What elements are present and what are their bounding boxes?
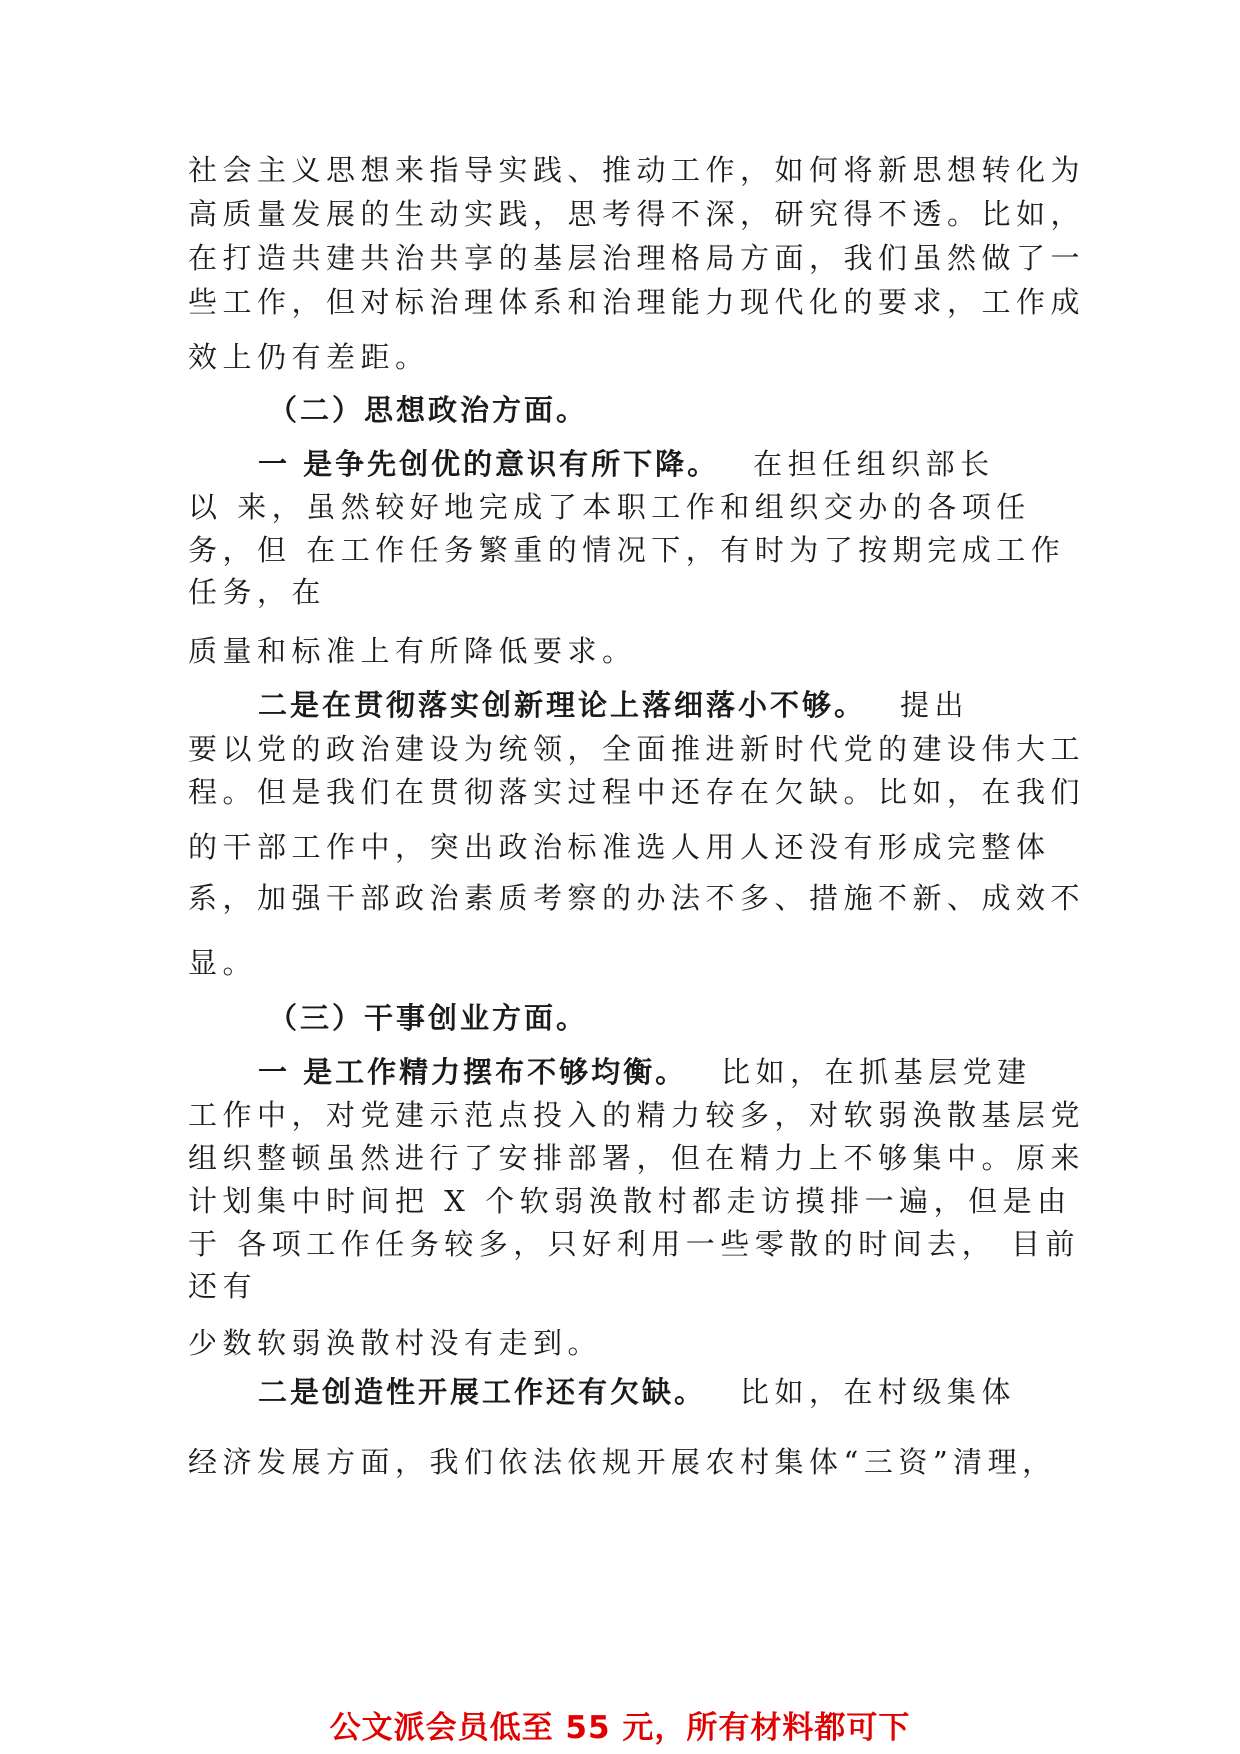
item-first-line <box>258 1054 1032 1090</box>
body-text-line: 高质量发展的生动实践，思考得不深，研究得不透。比如， <box>188 197 1086 231</box>
item-text: 在担任组织部长 <box>753 447 995 481</box>
item-text: 提出 <box>900 688 970 722</box>
body-text-line: 于 各项工作任务较多，只好利用一些零散的时间去， 目前 <box>188 1227 1080 1261</box>
item-text: 比如，在抓基层党建 <box>721 1055 1032 1089</box>
item-first-line <box>258 446 995 482</box>
body-text-line: 经济发展方面，我们依法依规开展农村集体“三资”清理， <box>188 1445 1057 1479</box>
item-first-line <box>258 687 969 723</box>
body-text-line: 在打造共建共治共享的基层治理格局方面，我们虽然做了一 <box>188 241 1086 275</box>
body-text-line: 的干部工作中，突出政治标准选人用人还没有形成完整体 <box>188 830 1051 864</box>
body-text-line: 效上仍有差距。 <box>188 340 430 374</box>
body-text-line: 些工作，但对标治理体系和治理能力现代化的要求，工作成 <box>188 285 1086 319</box>
body-text-line: 质量和标准上有所降低要求。 <box>188 634 637 668</box>
body-text-line: 计划集中时间把 X 个软弱涣散村都走访摸排一遍，但是由 <box>188 1184 1072 1218</box>
body-text-line: 任务，在 <box>188 575 327 609</box>
body-text-line: 务，但 在工作任务繁重的情况下，有时为了按期完成工作 <box>188 533 1066 567</box>
item-bold-lead: 一 是工作精力摆布不够均衡。 <box>258 1055 688 1089</box>
body-text-line: 社会主义思想来指导实践、推动工作，如何将新思想转化为 <box>188 153 1086 187</box>
body-text-line: 以 来，虽然较好地完成了本职工作和组织交办的各项任 <box>188 490 1031 524</box>
item-bold-lead: 二是在贯彻落实创新理论上落细落小不够。 <box>258 688 867 722</box>
body-text-line: 工作中，对党建示范点投入的精力较多，对软弱涣散基层党 <box>188 1098 1086 1132</box>
section-heading: （二）思想政治方面。 <box>268 393 589 427</box>
item-text: 比如，在村级集体 <box>740 1375 1017 1409</box>
body-text-line: 显。 <box>188 946 258 980</box>
item-bold-lead: 二是创造性开展工作还有欠缺。 <box>258 1375 707 1409</box>
item-first-line <box>258 1374 1016 1410</box>
body-text-line: 组织整顿虽然进行了安排部署，但在精力上不够集中。原来 <box>188 1141 1086 1175</box>
body-text-line: 系，加强干部政治素质考察的办法不多、措施不新、成效不 <box>188 881 1086 915</box>
section-heading: （三）干事创业方面。 <box>268 1001 589 1035</box>
promo-footer: 公文派会员低至 55 元，所有材料都可下 <box>329 1710 911 1746</box>
body-text-line: 要以党的政治建设为统领，全面推进新时代党的建设伟大工 <box>188 732 1086 766</box>
body-text-line: 还有 <box>188 1269 258 1303</box>
body-text-line: 程。但是我们在贯彻落实过程中还存在欠缺。比如，在我们 <box>188 775 1086 809</box>
item-bold-lead: 一 是争先创优的意识有所下降。 <box>258 447 720 481</box>
body-text-line: 少数软弱涣散村没有走到。 <box>188 1326 603 1360</box>
